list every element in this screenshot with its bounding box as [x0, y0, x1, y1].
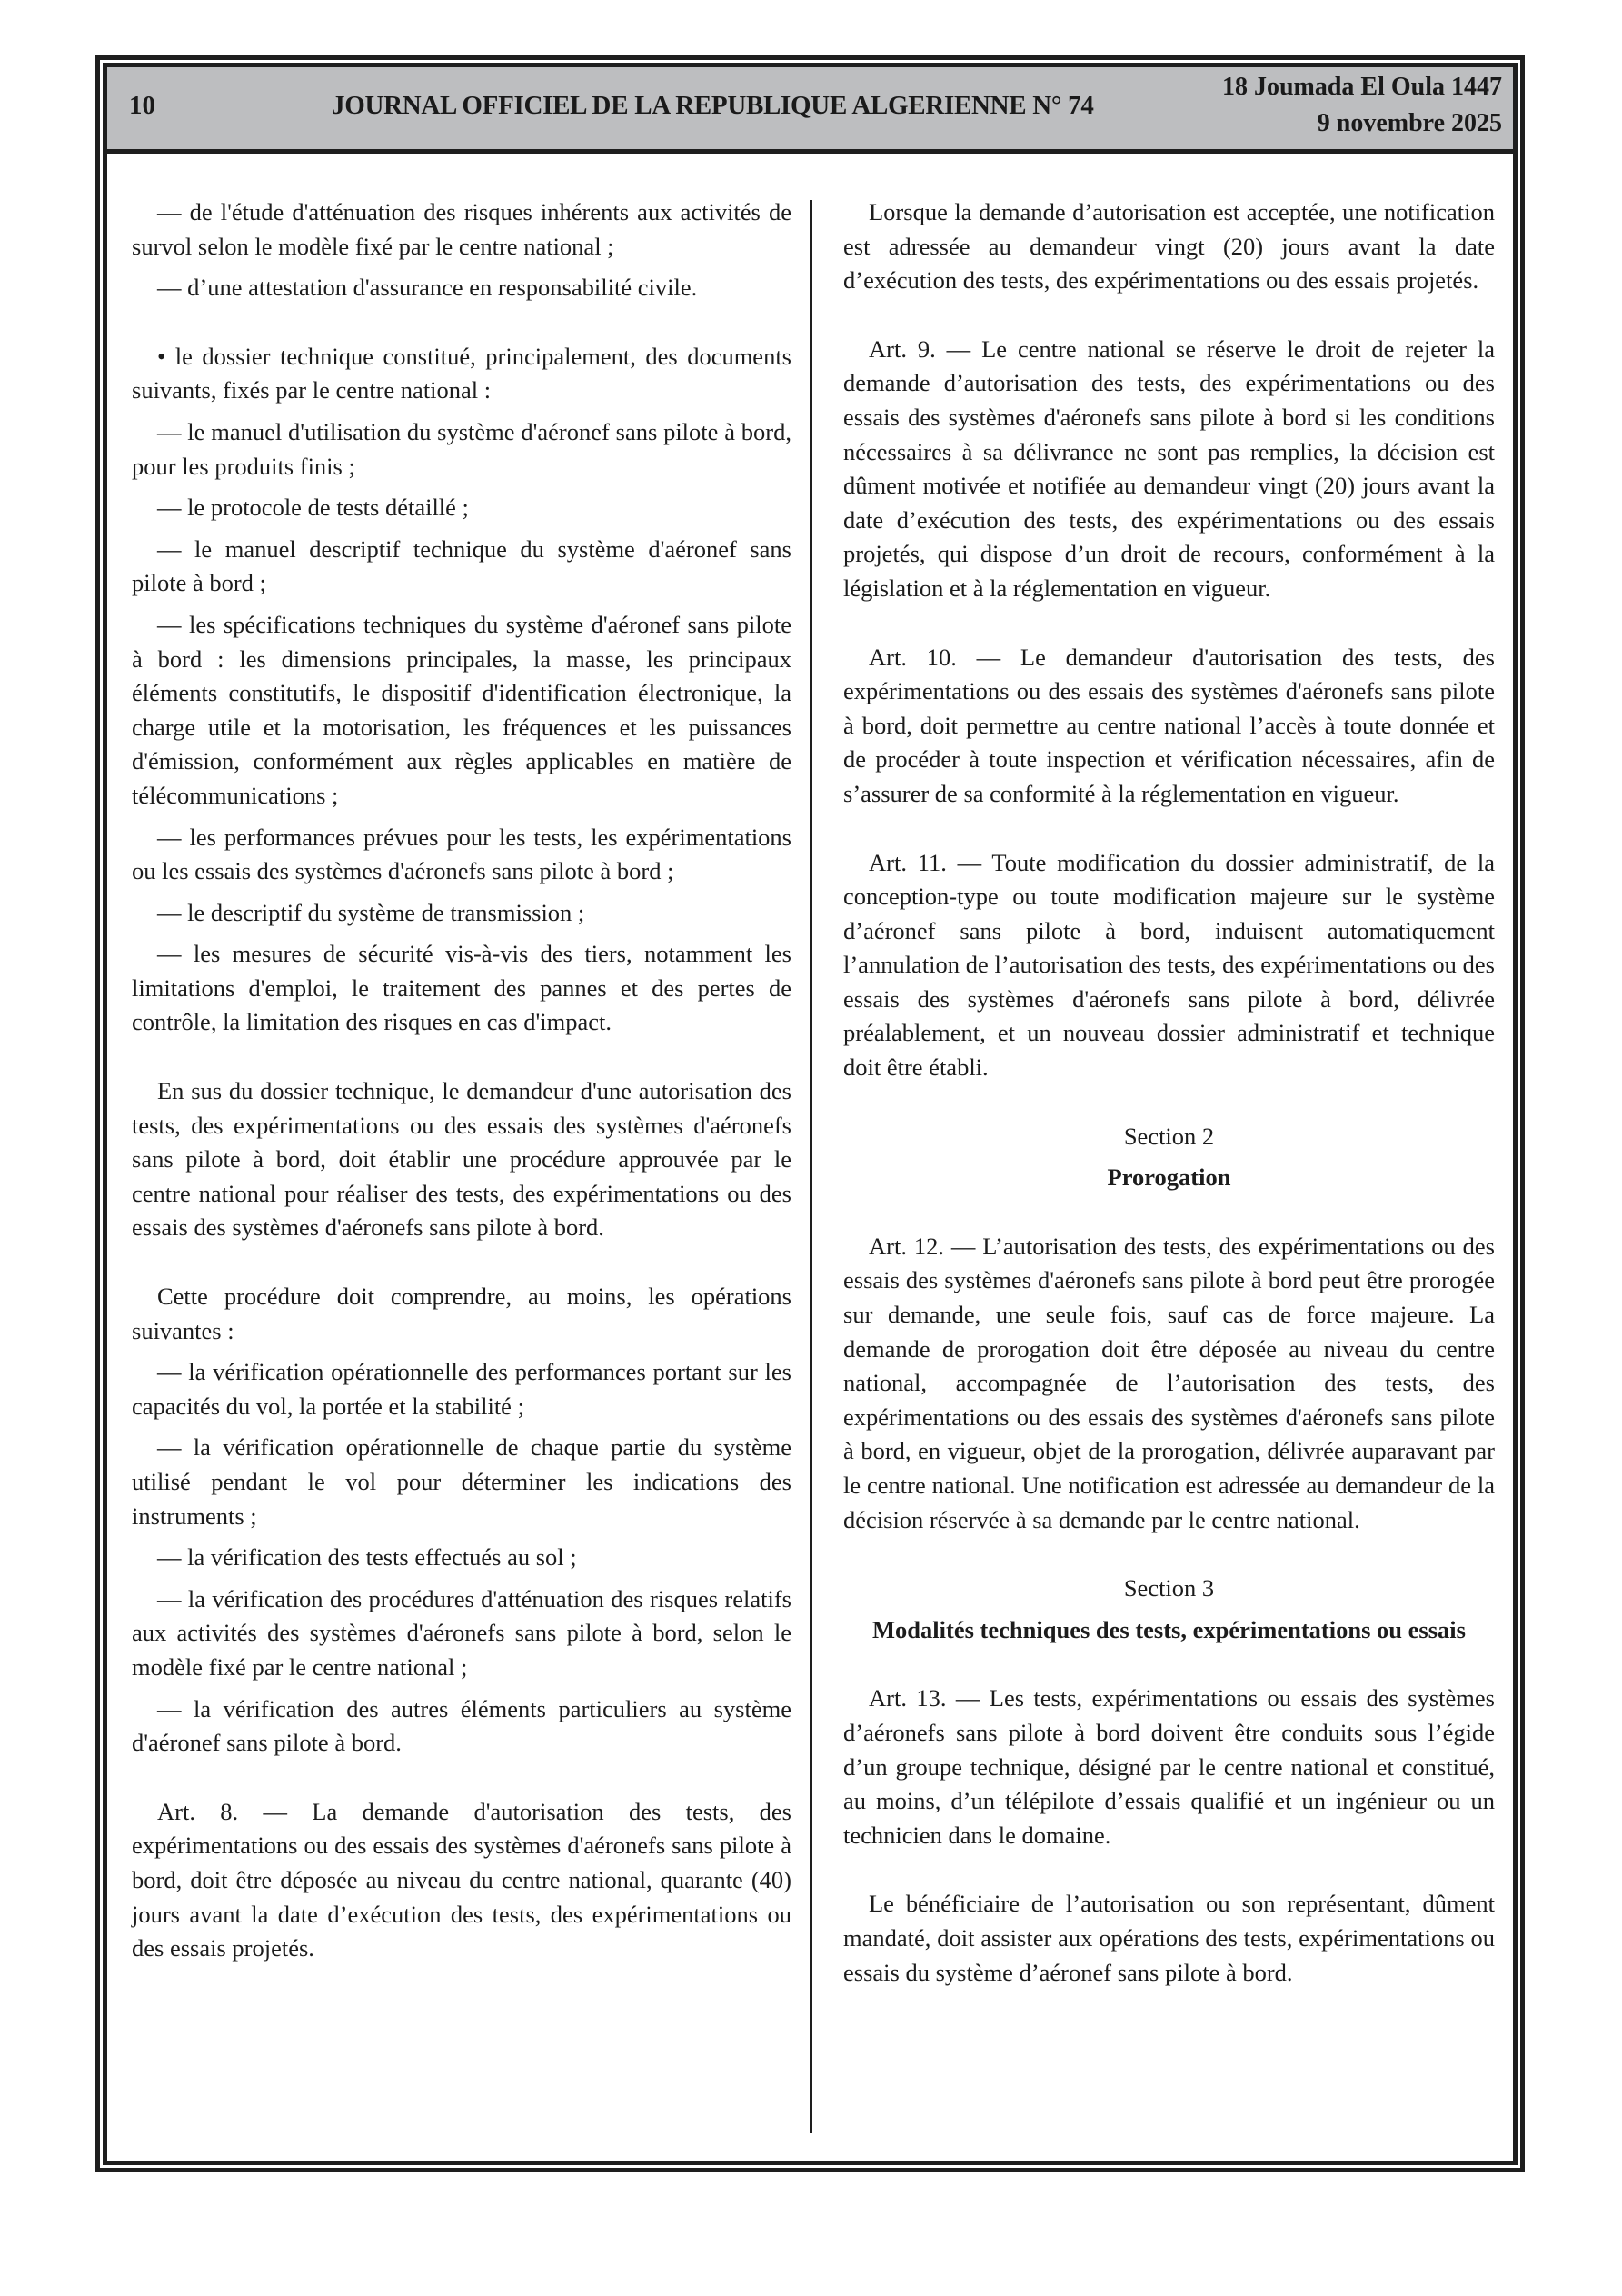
column-divider	[810, 200, 812, 2133]
page-number: 10	[129, 91, 155, 120]
paragraph: — de l'étude d'atténuation des risques inhérents aux activités de survol selon le modèle fixé par le centre national ;	[132, 198, 791, 260]
section-3-number: Section 3	[1123, 1574, 1215, 1602]
paragraph: — la vérification des procédures d'atténuation des risques relatifs aux activités des systèmes d'aéronefs sans pilote à bord, selon le modèle fixé par le centre national ;	[132, 1584, 791, 1681]
section-3-title: Modalités techniques des tests, expérimentations ou essais	[872, 1615, 1466, 1643]
article-11: Art. 11. — Toute modification du dossier administratif, de la conception-type ou toute modification majeure sur le système d’aéronef sans pilote à bord, induisent automatiquement l’annulation de l’autorisation des tests, des expérimentations ou des essais des systèmes d'aéronefs sans pilote à bord, délivrée préalablement, et un nouveau dossier administratif et technique doit être établi.	[843, 848, 1495, 1082]
paragraph: — la vérification des autres éléments particuliers au système d'aéronef sans pilote à bord.	[132, 1694, 791, 1757]
section-2-title: Prorogation	[1107, 1163, 1231, 1192]
paragraph: — d’une attestation d'assurance en responsabilité civile.	[157, 274, 698, 302]
paragraph: — le manuel d'utilisation du système d'aéronef sans pilote à bord, pour les produits finis ;	[132, 417, 791, 480]
paragraph: • le dossier technique constitué, principalement, des documents suivants, fixés par le centre national :	[132, 342, 791, 404]
gregorian-date: 9 novembre 2025	[1317, 109, 1502, 137]
paragraph: — le descriptif du système de transmission ;	[157, 898, 585, 926]
paragraph: — les spécifications techniques du système d'aéronef sans pilote à bord : les dimensions principales, la masse, les principaux éléments constitutifs, le dispositif d'identification électronique, la charge utile et la motorisation, les fréquences et les puissances d'émission, conformément aux règles applicables en matière de télécommunications ;	[132, 610, 791, 809]
paragraph: — la vérification opérationnelle de chaque partie du système utilisé pendant le vol pour déterminer les indications des instruments ;	[132, 1433, 791, 1530]
section-2-number: Section 2	[1123, 1122, 1215, 1150]
paragraph: — la vérification opérationnelle des performances portant sur les capacités du vol, la portée et la stabilité ;	[132, 1358, 791, 1420]
right-column	[843, 195, 1495, 1997]
paragraph: Le bénéficiaire de l’autorisation ou son représentant, dûment mandaté, doit assister aux opérations des tests, expérimentations ou essais du système d’aéronef sans pilote à bord.	[843, 1890, 1495, 1986]
left-column	[132, 195, 791, 1973]
paragraph: — le protocole de tests détaillé ;	[157, 494, 469, 522]
article-9: Art. 9. — Le centre national se réserve le droit de rejeter la demande d’autorisation des tests, des expérimentations ou des essais des systèmes d'aéronefs sans pilote à bord si les conditions nécessaires à sa délivrance ne sont pas remplies, la décision est dûment motivée et notifiée au demandeur vingt (20) jours avant la date d’exécution des tests, des expérimentations ou des essais projetés, qui dispose d’un droit de recours, conformément à la législation et à la réglementation en vigueur.	[843, 334, 1495, 602]
article-13: Art. 13. — Les tests, expérimentations ou essais des systèmes d’aéronefs sans pilote à bord doivent être conduits sous l’égide d’un groupe technique, désigné par le centre national et constitué, au moins, d’un télépilote d’essais qualifié et un ingénieur ou un technicien dans le domaine.	[843, 1684, 1495, 1849]
paragraph: — les mesures de sécurité vis-à-vis des tiers, notamment les limitations d'emploi, le traitement des pannes et des pertes de contrôle, la limitation des risques en cas d'impact.	[132, 940, 791, 1036]
paragraph: — les performances prévues pour les tests, les expérimentations ou les essais des systèmes d'aéronefs sans pilote à bord ;	[132, 823, 791, 885]
article-12: Art. 12. — L’autorisation des tests, des expérimentations ou des essais des systèmes d'aéronefs sans pilote à bord peut être prorogée sur demande, une seule fois, sauf cas de force majeure. La demande de prorogation doit être déposée au niveau du centre national, accompagnée de l’autorisation des tests, des expérimentations ou des essais des systèmes d'aéronefs sans pilote à bord, en vigueur, objet de la prorogation, délivrée auparavant par le centre national. Une notification est adressée au demandeur de la décision réservée à sa demande par le centre national.	[843, 1232, 1495, 1533]
page-header	[107, 67, 1513, 154]
paragraph: Lorsque la demande d’autorisation est acceptée, une notification est adressée au demandeur vingt (20) jours avant la date d’exécution des tests, des expérimentations ou des essais projetés.	[843, 198, 1495, 294]
article-10: Art. 10. — Le demandeur d'autorisation des tests, des expérimentations ou des essais des systèmes d'aéronefs sans pilote à bord, doit permettre au centre national l’accès à toute donnée et de procéder à toute inspection et vérification nécessaires, afin de s’assurer de sa conformité à la réglementation en vigueur.	[843, 643, 1495, 807]
issue-date	[1222, 69, 1502, 142]
paragraph: Cette procédure doit comprendre, au moins, les opérations suivantes :	[132, 1283, 791, 1344]
journal-title: JOURNAL OFFICIEL DE LA REPUBLIQUE ALGERIENNE N° 74	[332, 91, 1094, 120]
paragraph: — le manuel descriptif technique du système d'aéronef sans pilote à bord ;	[132, 534, 791, 597]
hijri-date: 18 Joumada El Oula 1447	[1221, 73, 1502, 101]
article-8: Art. 8. — La demande d'autorisation des tests, des expérimentations ou des essais des systèmes d'aéronefs sans pilote à bord, doit être déposée au niveau du centre national, quarante (40) jours avant la date d’exécution des tests, des expérimentations ou des essais projetés.	[132, 1797, 791, 1962]
paragraph: — la vérification des tests effectués au sol ;	[157, 1543, 577, 1572]
paragraph: En sus du dossier technique, le demandeur d'une autorisation des tests, des expérimentations ou des essais des systèmes d'aéronefs sans pilote à bord, doit établir une procédure approuvée par le centre national pour réaliser des tests, des expérimentations ou des essais des systèmes d'aéronefs sans pilote à bord.	[132, 1077, 791, 1242]
